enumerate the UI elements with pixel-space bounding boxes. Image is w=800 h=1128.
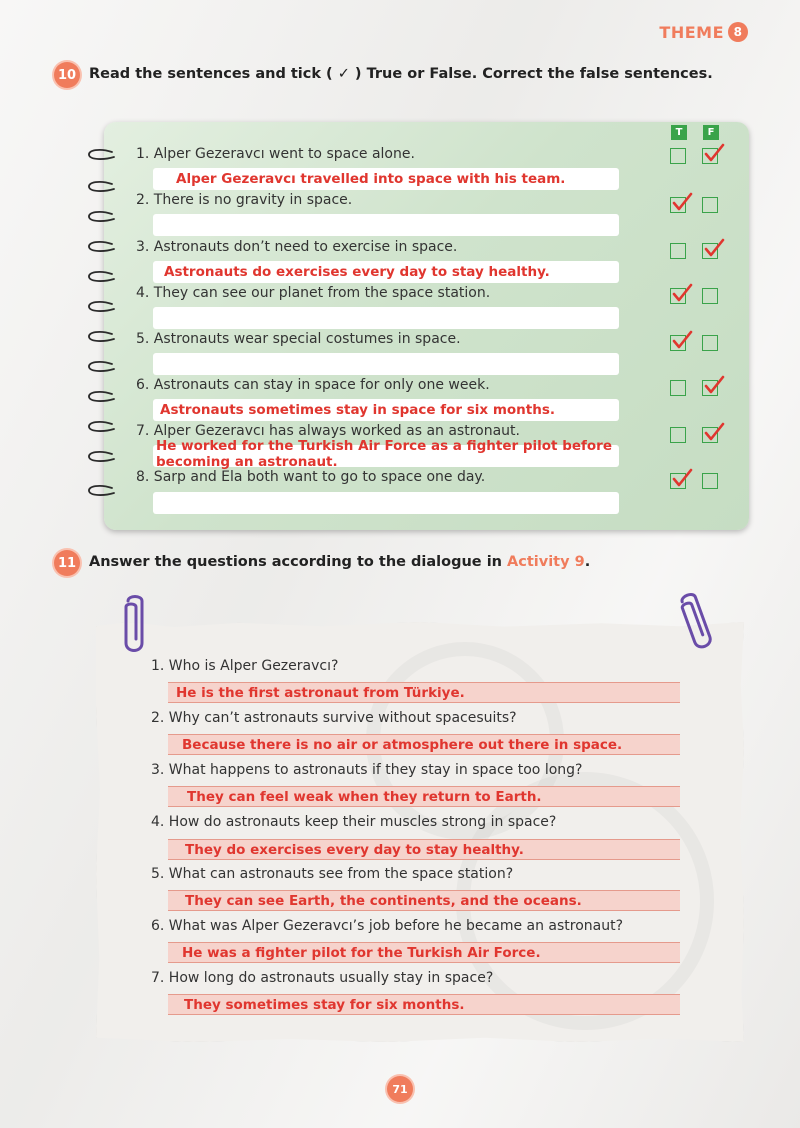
true-checkbox-7[interactable] (670, 427, 686, 443)
statement-1: 1. Alper Gezeravcı went to space alone. (136, 146, 415, 162)
tick-mark-icon (671, 283, 693, 303)
spiral-ring-icon (86, 390, 116, 404)
spiral-ring-icon (86, 450, 116, 464)
answer-3: They can feel weak when they return to Earth. (187, 789, 542, 805)
false-header: F (703, 125, 719, 140)
tick-mark-icon (671, 192, 693, 212)
true-checkbox-3[interactable] (670, 243, 686, 259)
activity-11-title-suffix: . (584, 554, 591, 570)
page-number: 71 (387, 1076, 413, 1102)
tick-mark-icon (671, 468, 693, 488)
question-1: 1. Who is Alper Gezeravcı? (151, 658, 339, 674)
theme-badge (659, 22, 748, 42)
answer-1: He is the first astronaut from Türkiye. (176, 685, 465, 701)
true-header: T (671, 125, 687, 140)
spiral-ring-icon (86, 210, 116, 224)
false-checkbox-8[interactable] (702, 473, 718, 489)
theme-number: 8 (728, 22, 748, 42)
question-6: 6. What was Alper Gezeravcı’s job before he became an astronaut? (151, 918, 624, 934)
correction-1: Alper Gezeravcı travelled into space with his team. (176, 171, 566, 187)
statement-7: 7. Alper Gezeravcı has always worked as an astronaut. (136, 423, 520, 439)
paperclip-icon (118, 593, 152, 657)
spiral-ring-icon (86, 300, 116, 314)
activity-10-title: Read the sentences and tick ( ✓ ) True or False. Correct the false sentences. (89, 66, 713, 82)
spiral-ring-icon (86, 180, 116, 194)
spiral-ring-icon (86, 270, 116, 284)
false-checkbox-2[interactable] (702, 197, 718, 213)
correction-3: Astronauts do exercises every day to stay healthy. (164, 264, 550, 280)
tick-mark-icon (671, 330, 693, 350)
false-checkbox-4[interactable] (702, 288, 718, 304)
question-3: 3. What happens to astronauts if they stay in space too long? (151, 762, 583, 778)
correction-box-4[interactable] (153, 307, 619, 329)
answer-7: They sometimes stay for six months. (184, 997, 465, 1013)
answer-4: They do exercises every day to stay healthy. (185, 842, 524, 858)
statement-3: 3. Astronauts don’t need to exercise in space. (136, 239, 458, 255)
correction-7: He worked for the Turkish Air Force as a fighter pilot before becoming an astronaut. (156, 438, 612, 470)
question-4: 4. How do astronauts keep their muscles strong in space? (151, 814, 557, 830)
spiral-ring-icon (86, 330, 116, 344)
spiral-ring-icon (86, 240, 116, 254)
spiral-ring-icon (86, 360, 116, 374)
activity-11-title-prefix: Answer the questions according to the dialogue in (89, 554, 508, 570)
activity-11-number: 11 (54, 550, 80, 576)
correction-box-2[interactable] (153, 214, 619, 236)
theme-label: THEME (659, 22, 724, 42)
activity-11-title (89, 554, 590, 570)
question-2: 2. Why can’t astronauts survive without spacesuits? (151, 710, 517, 726)
activity-9-link[interactable]: Activity 9 (507, 554, 585, 570)
statement-4: 4. They can see our planet from the space station. (136, 285, 491, 301)
answer-2: Because there is no air or atmosphere out there in space. (182, 737, 623, 753)
spiral-ring-icon (86, 148, 116, 162)
statement-5: 5. Astronauts wear special costumes in space. (136, 331, 461, 347)
tick-mark-icon (703, 238, 725, 258)
correction-box-8[interactable] (153, 492, 619, 514)
true-checkbox-6[interactable] (670, 380, 686, 396)
true-checkbox-1[interactable] (670, 148, 686, 164)
spiral-ring-icon (86, 420, 116, 434)
spiral-ring-icon (86, 484, 116, 498)
activity-10-number: 10 (54, 62, 80, 88)
correction-box-5[interactable] (153, 353, 619, 375)
statement-8: 8. Sarp and Ela both want to go to space one day. (136, 469, 486, 485)
statement-6: 6. Astronauts can stay in space for only one week. (136, 377, 490, 393)
answer-5: They can see Earth, the continents, and the oceans. (185, 893, 582, 909)
question-7: 7. How long do astronauts usually stay in space? (151, 970, 494, 986)
tick-mark-icon (703, 422, 725, 442)
answer-6: He was a fighter pilot for the Turkish Air Force. (182, 945, 541, 961)
tick-mark-icon (703, 375, 725, 395)
statement-2: 2. There is no gravity in space. (136, 192, 353, 208)
tick-mark-icon (703, 143, 725, 163)
question-5: 5. What can astronauts see from the space station? (151, 866, 514, 882)
correction-6: Astronauts sometimes stay in space for six months. (160, 402, 556, 418)
false-checkbox-5[interactable] (702, 335, 718, 351)
